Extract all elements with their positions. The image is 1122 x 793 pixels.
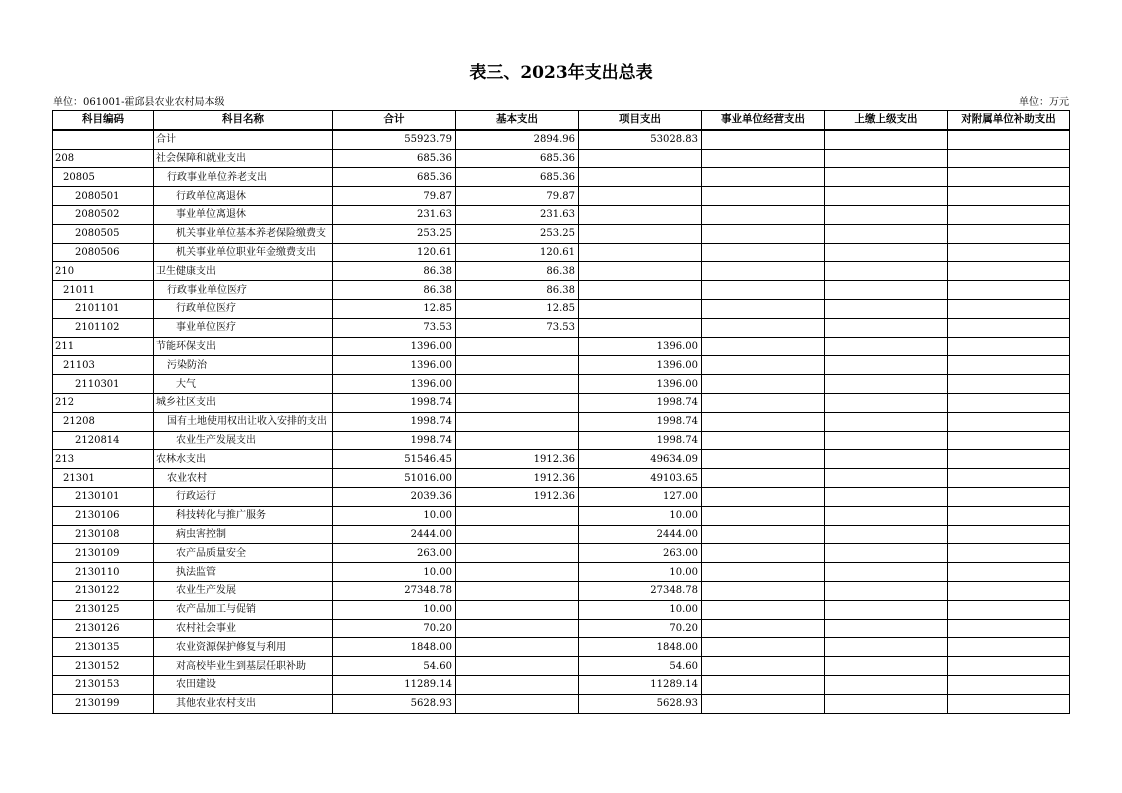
name-cell: 事业单位医疗 (154, 318, 333, 337)
upper-cell (825, 487, 948, 506)
business-cell (702, 431, 825, 450)
basic-cell: 12.85 (456, 299, 579, 318)
name-cell: 卫生健康支出 (154, 262, 333, 281)
basic-cell (456, 581, 579, 600)
table-row (53, 487, 1070, 506)
name-cell: 污染防治 (154, 356, 333, 375)
upper-cell (825, 657, 948, 676)
total-cell: 10.00 (333, 600, 456, 619)
project-cell (579, 168, 702, 187)
total-cell: 253.25 (333, 224, 456, 243)
business-cell (702, 168, 825, 187)
upper-cell (825, 506, 948, 525)
total-cell: 1848.00 (333, 638, 456, 657)
table-row (53, 619, 1070, 638)
project-cell: 1848.00 (579, 638, 702, 657)
project-cell: 10.00 (579, 563, 702, 582)
code-cell: 2130152 (53, 657, 154, 676)
upper-cell (825, 356, 948, 375)
code-cell: 21301 (53, 469, 154, 488)
total-cell: 2039.36 (333, 487, 456, 506)
business-cell (702, 619, 825, 638)
basic-cell (456, 506, 579, 525)
name-cell: 行政单位医疗 (154, 299, 333, 318)
project-cell: 2444.00 (579, 525, 702, 544)
upper-cell (825, 581, 948, 600)
name-cell: 农田建设 (154, 675, 333, 694)
subsidy-cell (948, 299, 1070, 318)
business-cell (702, 187, 825, 206)
code-cell: 2130122 (53, 581, 154, 600)
basic-cell (456, 675, 579, 694)
header-total: 合计 (333, 111, 456, 130)
table-row (53, 638, 1070, 657)
table-row (53, 544, 1070, 563)
header-code: 科目编码 (53, 111, 154, 130)
total-cell: 1396.00 (333, 337, 456, 356)
upper-cell (825, 187, 948, 206)
basic-cell (456, 337, 579, 356)
project-cell: 10.00 (579, 506, 702, 525)
business-cell (702, 412, 825, 431)
business-cell (702, 657, 825, 676)
upper-cell (825, 224, 948, 243)
table-header-row (53, 111, 1070, 130)
subsidy-cell (948, 525, 1070, 544)
name-cell: 行政事业单位养老支出 (154, 168, 333, 187)
unit-currency-label: 单位：万元 (1019, 97, 1069, 108)
business-cell (702, 581, 825, 600)
business-cell (702, 243, 825, 262)
total-cell: 27348.78 (333, 581, 456, 600)
upper-cell (825, 299, 948, 318)
header-upper: 上缴上级支出 (825, 111, 948, 130)
project-cell: 127.00 (579, 487, 702, 506)
basic-cell (456, 412, 579, 431)
code-cell: 2080506 (53, 243, 154, 262)
basic-cell (456, 563, 579, 582)
subsidy-cell (948, 469, 1070, 488)
subsidy-cell (948, 318, 1070, 337)
unit-org-label: 单位：061001-霍邱县农业农村局本级 (53, 97, 225, 108)
basic-cell: 685.36 (456, 149, 579, 168)
upper-cell (825, 318, 948, 337)
table-row (53, 469, 1070, 488)
project-cell: 263.00 (579, 544, 702, 563)
business-cell (702, 525, 825, 544)
project-cell (579, 243, 702, 262)
name-cell: 病虫害控制 (154, 525, 333, 544)
business-cell (702, 337, 825, 356)
basic-cell (456, 356, 579, 375)
name-cell: 行政事业单位医疗 (154, 281, 333, 300)
total-cell: 1998.74 (333, 431, 456, 450)
project-cell: 53028.83 (579, 130, 702, 149)
table-row (53, 431, 1070, 450)
total-cell: 10.00 (333, 506, 456, 525)
table-row (53, 318, 1070, 337)
business-cell (702, 675, 825, 694)
basic-cell (456, 544, 579, 563)
subsidy-cell (948, 657, 1070, 676)
subsidy-cell (948, 375, 1070, 394)
upper-cell (825, 281, 948, 300)
basic-cell (456, 525, 579, 544)
page-title: 表三、2023年支出总表 (469, 63, 653, 83)
basic-cell: 685.36 (456, 168, 579, 187)
header-project: 项目支出 (579, 111, 702, 130)
upper-cell (825, 205, 948, 224)
project-cell: 70.20 (579, 619, 702, 638)
basic-cell: 86.38 (456, 262, 579, 281)
name-cell: 大气 (154, 375, 333, 394)
total-cell: 231.63 (333, 205, 456, 224)
total-cell: 1396.00 (333, 356, 456, 375)
table-row (53, 694, 1070, 713)
subsidy-cell (948, 563, 1070, 582)
basic-cell: 120.61 (456, 243, 579, 262)
upper-cell (825, 431, 948, 450)
basic-cell (456, 694, 579, 713)
project-cell (579, 149, 702, 168)
name-cell: 农林水支出 (154, 450, 333, 469)
table-row (53, 600, 1070, 619)
business-cell (702, 130, 825, 149)
upper-cell (825, 412, 948, 431)
header-business: 事业单位经营支出 (702, 111, 825, 130)
code-cell: 211 (53, 337, 154, 356)
project-cell: 49634.09 (579, 450, 702, 469)
subsidy-cell (948, 581, 1070, 600)
subsidy-cell (948, 149, 1070, 168)
upper-cell (825, 149, 948, 168)
name-cell: 科技转化与推广服务 (154, 506, 333, 525)
project-cell (579, 299, 702, 318)
upper-cell (825, 168, 948, 187)
total-cell: 685.36 (333, 149, 456, 168)
name-cell: 执法监管 (154, 563, 333, 582)
code-cell: 2080501 (53, 187, 154, 206)
name-cell: 农业生产发展 (154, 581, 333, 600)
table-row (53, 375, 1070, 394)
name-cell: 农村社会事业 (154, 619, 333, 638)
header-basic: 基本支出 (456, 111, 579, 130)
business-cell (702, 487, 825, 506)
table-row (53, 224, 1070, 243)
basic-cell: 73.53 (456, 318, 579, 337)
business-cell (702, 638, 825, 657)
project-cell (579, 224, 702, 243)
code-cell (53, 130, 154, 149)
project-cell (579, 318, 702, 337)
code-cell: 2120814 (53, 431, 154, 450)
table-row (53, 299, 1070, 318)
project-cell: 1998.74 (579, 412, 702, 431)
upper-cell (825, 694, 948, 713)
subsidy-cell (948, 281, 1070, 300)
table-row (53, 262, 1070, 281)
project-cell: 54.60 (579, 657, 702, 676)
business-cell (702, 375, 825, 394)
project-cell (579, 262, 702, 281)
total-cell: 1396.00 (333, 375, 456, 394)
code-cell: 2101102 (53, 318, 154, 337)
subsidy-cell (948, 506, 1070, 525)
project-cell (579, 205, 702, 224)
subsidy-cell (948, 694, 1070, 713)
subsidy-cell (948, 262, 1070, 281)
name-cell: 行政单位离退休 (154, 187, 333, 206)
code-cell: 212 (53, 393, 154, 412)
name-cell: 行政运行 (154, 487, 333, 506)
subsidy-cell (948, 638, 1070, 657)
subsidy-cell (948, 243, 1070, 262)
subsidy-cell (948, 431, 1070, 450)
table-row (53, 205, 1070, 224)
subsidy-cell (948, 130, 1070, 149)
total-cell: 1998.74 (333, 412, 456, 431)
basic-cell: 1912.36 (456, 487, 579, 506)
name-cell: 节能环保支出 (154, 337, 333, 356)
table-row (53, 356, 1070, 375)
upper-cell (825, 393, 948, 412)
upper-cell (825, 525, 948, 544)
business-cell (702, 469, 825, 488)
upper-cell (825, 469, 948, 488)
table-row (53, 657, 1070, 676)
subsidy-cell (948, 600, 1070, 619)
project-cell: 1396.00 (579, 356, 702, 375)
total-cell: 2444.00 (333, 525, 456, 544)
subsidy-cell (948, 487, 1070, 506)
basic-cell: 1912.36 (456, 450, 579, 469)
project-cell: 27348.78 (579, 581, 702, 600)
basic-cell (456, 638, 579, 657)
business-cell (702, 262, 825, 281)
basic-cell: 2894.96 (456, 130, 579, 149)
subsidy-cell (948, 619, 1070, 638)
table-row (53, 130, 1070, 149)
code-cell: 2080502 (53, 205, 154, 224)
total-cell: 5628.93 (333, 694, 456, 713)
code-cell: 2130153 (53, 675, 154, 694)
project-cell: 1998.74 (579, 393, 702, 412)
table-row (53, 412, 1070, 431)
business-cell (702, 450, 825, 469)
business-cell (702, 224, 825, 243)
subsidy-cell (948, 205, 1070, 224)
table-row (53, 243, 1070, 262)
total-cell: 120.61 (333, 243, 456, 262)
upper-cell (825, 243, 948, 262)
basic-cell (456, 619, 579, 638)
business-cell (702, 544, 825, 563)
basic-cell (456, 600, 579, 619)
upper-cell (825, 638, 948, 657)
upper-cell (825, 675, 948, 694)
code-cell: 21103 (53, 356, 154, 375)
project-cell: 1998.74 (579, 431, 702, 450)
name-cell: 国有土地使用权出让收入安排的支出 (154, 412, 333, 431)
total-cell: 10.00 (333, 563, 456, 582)
total-cell: 1998.74 (333, 393, 456, 412)
table-row (53, 337, 1070, 356)
subsidy-cell (948, 187, 1070, 206)
name-cell: 事业单位离退休 (154, 205, 333, 224)
table-row (53, 581, 1070, 600)
name-cell: 城乡社区支出 (154, 393, 333, 412)
name-cell: 其他农业农村支出 (154, 694, 333, 713)
project-cell (579, 187, 702, 206)
table-row (53, 675, 1070, 694)
name-cell: 农产品加工与促销 (154, 600, 333, 619)
code-cell: 2130110 (53, 563, 154, 582)
subsidy-cell (948, 450, 1070, 469)
total-cell: 12.85 (333, 299, 456, 318)
code-cell: 2110301 (53, 375, 154, 394)
table-row (53, 563, 1070, 582)
name-cell: 农产品质量安全 (154, 544, 333, 563)
code-cell: 20805 (53, 168, 154, 187)
total-cell: 79.87 (333, 187, 456, 206)
code-cell: 2130135 (53, 638, 154, 657)
table-row (53, 506, 1070, 525)
subsidy-cell (948, 356, 1070, 375)
basic-cell: 79.87 (456, 187, 579, 206)
project-cell: 49103.65 (579, 469, 702, 488)
code-cell: 21011 (53, 281, 154, 300)
code-cell: 2080505 (53, 224, 154, 243)
business-cell (702, 149, 825, 168)
table-row (53, 149, 1070, 168)
total-cell: 51016.00 (333, 469, 456, 488)
code-cell: 208 (53, 149, 154, 168)
code-cell: 2130125 (53, 600, 154, 619)
business-cell (702, 600, 825, 619)
code-cell: 2130106 (53, 506, 154, 525)
code-cell: 2130126 (53, 619, 154, 638)
code-cell: 2101101 (53, 299, 154, 318)
upper-cell (825, 262, 948, 281)
table-row (53, 281, 1070, 300)
code-cell: 210 (53, 262, 154, 281)
subsidy-cell (948, 224, 1070, 243)
upper-cell (825, 544, 948, 563)
total-cell: 685.36 (333, 168, 456, 187)
subsidy-cell (948, 675, 1070, 694)
subsidy-cell (948, 412, 1070, 431)
business-cell (702, 393, 825, 412)
subsidy-cell (948, 393, 1070, 412)
name-cell: 农业资源保护修复与利用 (154, 638, 333, 657)
business-cell (702, 205, 825, 224)
project-cell: 11289.14 (579, 675, 702, 694)
code-cell: 2130199 (53, 694, 154, 713)
basic-cell: 1912.36 (456, 469, 579, 488)
header-name: 科目名称 (154, 111, 333, 130)
total-cell: 11289.14 (333, 675, 456, 694)
basic-cell (456, 375, 579, 394)
business-cell (702, 318, 825, 337)
header-subsidy: 对附属单位补助支出 (948, 111, 1070, 130)
name-cell: 农业农村 (154, 469, 333, 488)
table-row (53, 393, 1070, 412)
name-cell: 农业生产发展支出 (154, 431, 333, 450)
name-cell: 合计 (154, 130, 333, 149)
upper-cell (825, 130, 948, 149)
code-cell: 213 (53, 450, 154, 469)
subsidy-cell (948, 337, 1070, 356)
total-cell: 86.38 (333, 281, 456, 300)
name-cell: 社会保障和就业支出 (154, 149, 333, 168)
upper-cell (825, 563, 948, 582)
business-cell (702, 281, 825, 300)
basic-cell (456, 657, 579, 676)
code-cell: 2130101 (53, 487, 154, 506)
basic-cell (456, 393, 579, 412)
upper-cell (825, 600, 948, 619)
table-row (53, 187, 1070, 206)
business-cell (702, 356, 825, 375)
code-cell: 21208 (53, 412, 154, 431)
name-cell: 机关事业单位职业年金缴费支出 (154, 243, 333, 262)
project-cell: 1396.00 (579, 337, 702, 356)
total-cell: 51546.45 (333, 450, 456, 469)
subsidy-cell (948, 544, 1070, 563)
name-cell: 对高校毕业生到基层任职补助 (154, 657, 333, 676)
business-cell (702, 299, 825, 318)
basic-cell (456, 431, 579, 450)
total-cell: 86.38 (333, 262, 456, 281)
total-cell: 263.00 (333, 544, 456, 563)
upper-cell (825, 375, 948, 394)
upper-cell (825, 450, 948, 469)
basic-cell: 253.25 (456, 224, 579, 243)
business-cell (702, 563, 825, 582)
business-cell (702, 694, 825, 713)
total-cell: 73.53 (333, 318, 456, 337)
basic-cell: 231.63 (456, 205, 579, 224)
project-cell: 1396.00 (579, 375, 702, 394)
code-cell: 2130109 (53, 544, 154, 563)
total-cell: 70.20 (333, 619, 456, 638)
code-cell: 2130108 (53, 525, 154, 544)
business-cell (702, 506, 825, 525)
upper-cell (825, 619, 948, 638)
basic-cell: 86.38 (456, 281, 579, 300)
total-cell: 54.60 (333, 657, 456, 676)
upper-cell (825, 337, 948, 356)
table-row (53, 168, 1070, 187)
subsidy-cell (948, 168, 1070, 187)
name-cell: 机关事业单位基本养老保险缴费支 (154, 224, 333, 243)
table-row (53, 525, 1070, 544)
total-cell: 55923.79 (333, 130, 456, 149)
project-cell (579, 281, 702, 300)
expenditure-table (52, 110, 1070, 714)
project-cell: 5628.93 (579, 694, 702, 713)
project-cell: 10.00 (579, 600, 702, 619)
table-row (53, 450, 1070, 469)
